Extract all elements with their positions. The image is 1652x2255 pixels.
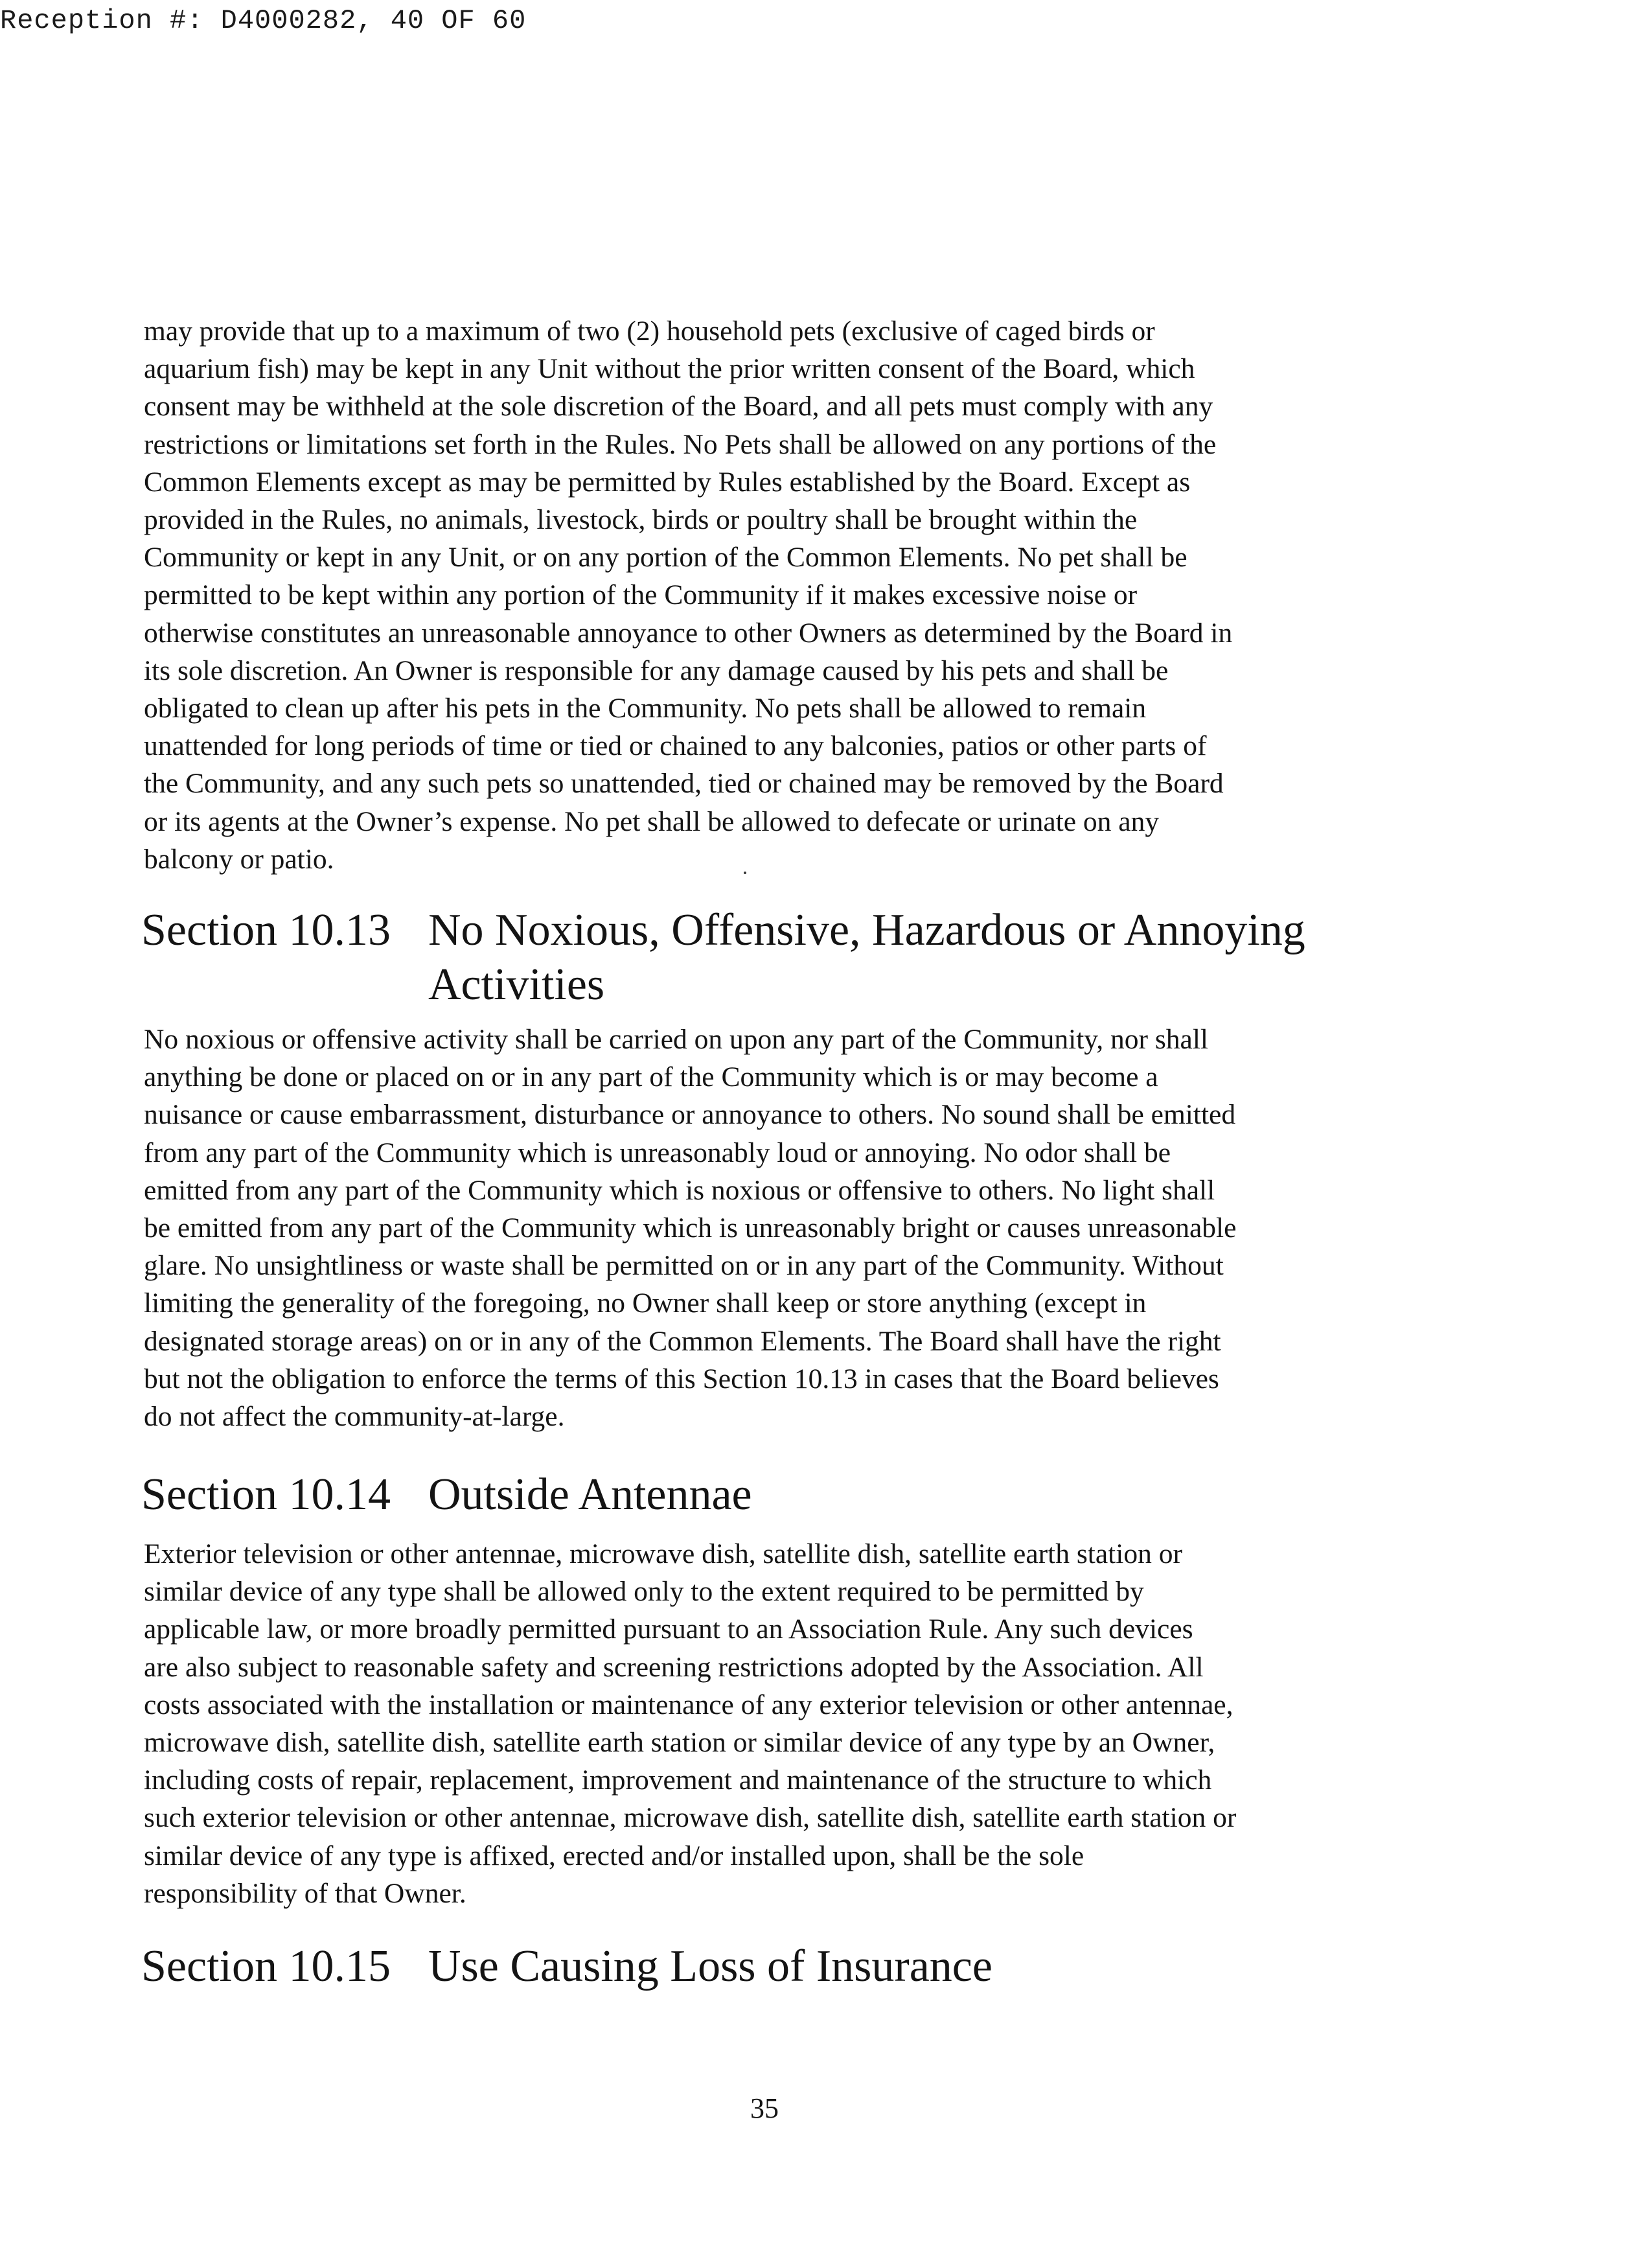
text-line: Common Elements except as may be permitted by Rules established by the Board. Except as bbox=[144, 466, 1191, 498]
text-line: do not affect the community-at-large. bbox=[144, 1401, 565, 1433]
section-title: Use Causing Loss of Insurance bbox=[428, 1941, 992, 1991]
text-line: No noxious or offensive activity shall be carried on upon any part of the Community, nor shall bbox=[144, 1024, 1208, 1055]
section-10-13-paragraph bbox=[144, 1021, 1414, 1435]
text-line: its sole discretion. An Owner is responsible for any damage caused by his pets and shall be bbox=[144, 654, 1169, 686]
text-line: similar device of any type shall be allowed only to the extent required to be permitted by bbox=[144, 1576, 1144, 1608]
text-line: including costs of repair, replacement, improvement and maintenance of the structure to which bbox=[144, 1764, 1212, 1796]
text-line: from any part of the Community which is unreasonably loud or annoying. No odor shall be bbox=[144, 1137, 1171, 1168]
page-number: 35 bbox=[750, 2092, 779, 2124]
text-line: costs associated with the installation or maintenance of any exterior television or other antennae, bbox=[144, 1689, 1233, 1720]
section-10-14-heading bbox=[141, 1468, 1372, 1526]
text-line: anything be done or placed on or in any part of the Community which is or may become a bbox=[144, 1061, 1158, 1093]
text-line: emitted from any part of the Community which is noxious or offensive to others. No light shall bbox=[144, 1174, 1215, 1206]
text-line: restrictions or limitations set forth in the Rules. No Pets shall be allowed on any portions of the bbox=[144, 428, 1217, 460]
text-line: limiting the generality of the foregoing, no Owner shall keep or store anything (except in bbox=[144, 1288, 1147, 1319]
text-line: aquarium fish) may be kept in any Unit without the prior written consent of the Board, which bbox=[144, 353, 1195, 385]
text-line: such exterior television or other antennae, microwave dish, satellite dish, satellite earth station or bbox=[144, 1802, 1237, 1834]
section-number: Section 10.13 bbox=[141, 905, 391, 955]
text-line: obligated to clean up after his pets in the Community. No pets shall be allowed to remain bbox=[144, 693, 1147, 724]
text-line: the Community, and any such pets so unattended, tied or chained may be removed by the Board bbox=[144, 768, 1224, 800]
text-line: or its agents at the Owner’s expense. No pet shall be allowed to defecate or urinate on any bbox=[144, 805, 1160, 837]
text-line: permitted to be kept within any portion of the Community if it makes excessive noise or bbox=[144, 579, 1138, 611]
section-10-14-paragraph bbox=[144, 1535, 1414, 1912]
section-10-15-heading bbox=[141, 1939, 1372, 1998]
section-title-line: Activities bbox=[428, 960, 605, 1010]
text-line: Community or kept in any Unit, or on any portion of the Common Elements. No pet shall be bbox=[144, 542, 1187, 573]
text-line: similar device of any type is affixed, erected and/or installed upon, shall be the sole bbox=[144, 1840, 1084, 1871]
scan-speck bbox=[744, 872, 746, 874]
section-number: Section 10.15 bbox=[141, 1941, 391, 1991]
text-line: nuisance or cause embarrassment, disturbance or annoyance to others. No sound shall be emitted bbox=[144, 1099, 1236, 1131]
section-10-13-heading bbox=[141, 903, 1372, 1013]
section-title bbox=[428, 903, 1335, 1012]
text-line: may provide that up to a maximum of two (2) household pets (exclusive of caged birds or bbox=[144, 316, 1155, 347]
reception-header: Reception #: D4000282, 40 OF 60 bbox=[0, 5, 527, 36]
text-line: designated storage areas) on or in any of the Common Elements. The Board shall have the right bbox=[144, 1325, 1221, 1357]
section-number: Section 10.14 bbox=[141, 1470, 391, 1520]
section-title-line: No Noxious, Offensive, Hazardous or Annoying bbox=[428, 905, 1305, 955]
text-line: glare. No unsightliness or waste shall be permitted on or in any part of the Community. Without bbox=[144, 1250, 1224, 1282]
pets-paragraph bbox=[144, 312, 1414, 878]
section-title: Outside Antennae bbox=[428, 1470, 752, 1520]
text-line: are also subject to reasonable safety and screening restrictions adopted by the Association. All bbox=[144, 1651, 1204, 1683]
text-line: Exterior television or other antennae, microwave dish, satellite dish, satellite earth station or bbox=[144, 1538, 1182, 1569]
text-line: be emitted from any part of the Community which is unreasonably bright or causes unreasonable bbox=[144, 1212, 1237, 1244]
text-line: provided in the Rules, no animals, livestock, birds or poultry shall be brought within the bbox=[144, 504, 1138, 536]
text-line: otherwise constitutes an unreasonable annoyance to other Owners as determined by the Board in bbox=[144, 617, 1233, 649]
text-line: but not the obligation to enforce the terms of this Section 10.13 in cases that the Board believes bbox=[144, 1363, 1219, 1394]
text-line: applicable law, or more broadly permitted pursuant to an Association Rule. Any such devices bbox=[144, 1613, 1193, 1645]
text-line: unattended for long periods of time or tied or chained to any balconies, patios or other parts of bbox=[144, 730, 1207, 762]
text-line: microwave dish, satellite dish, satellite earth station or similar device of any type by an Owner, bbox=[144, 1727, 1215, 1759]
text-line: balcony or patio. bbox=[144, 843, 334, 875]
text-line: responsibility of that Owner. bbox=[144, 1877, 466, 1909]
text-line: consent may be withheld at the sole discretion of the Board, and all pets must comply with any bbox=[144, 391, 1213, 422]
